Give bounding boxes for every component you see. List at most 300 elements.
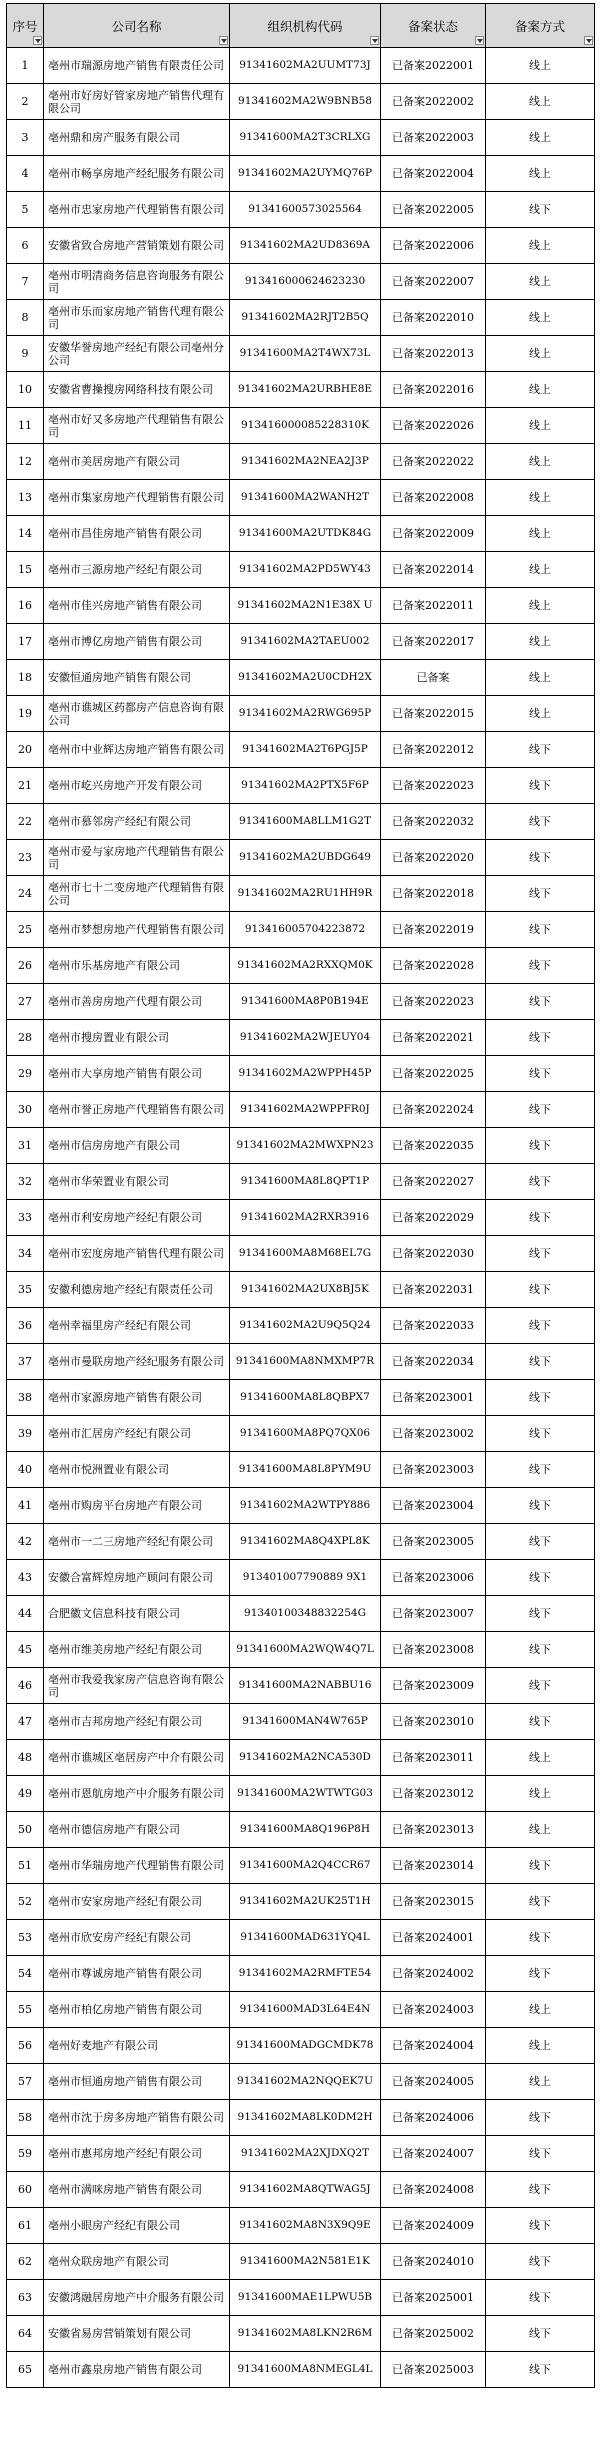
company-name: 亳州市惠邦房地产经纪有限公司 (44, 2136, 230, 2172)
org-code: 91341600MA8L8QBPX7 (230, 1380, 381, 1416)
row-index: 22 (7, 804, 44, 840)
header-row (7, 4, 595, 48)
filing-status: 已备案 (381, 660, 486, 696)
table-body (7, 48, 595, 2388)
table-row (7, 1992, 595, 2028)
table-row (7, 984, 595, 1020)
filing-status: 已备案2024002 (381, 1956, 486, 1992)
filing-mode: 线下 (486, 2244, 595, 2280)
filing-mode: 线上 (486, 372, 595, 408)
filter-dropdown-icon[interactable] (219, 36, 228, 45)
filing-mode: 线上 (486, 2028, 595, 2064)
company-name: 亳州市悦洲置业有限公司 (44, 1452, 230, 1488)
filing-status: 已备案2022023 (381, 984, 486, 1020)
table-row (7, 1344, 595, 1380)
filing-mode: 线下 (486, 2136, 595, 2172)
row-index: 65 (7, 2352, 44, 2388)
table-row (7, 2280, 595, 2316)
company-name: 亳州市好又多房地产代理销售有限公司 (44, 408, 230, 444)
org-code: 91341602MA2PTX5F6P (230, 768, 381, 804)
filing-status: 已备案2022002 (381, 84, 486, 120)
filing-status: 已备案2022011 (381, 588, 486, 624)
filing-status: 已备案2023001 (381, 1380, 486, 1416)
table-row (7, 948, 595, 984)
org-code: 91341602MA2RWG695P (230, 696, 381, 732)
company-name: 亳州市博亿房地产销售有限公司 (44, 624, 230, 660)
filing-mode: 线上 (486, 156, 595, 192)
filing-status: 已备案2022023 (381, 768, 486, 804)
org-code: 91341600573025564 (230, 192, 381, 228)
org-code: 91341602MA2NEA2J3P (230, 444, 381, 480)
company-name: 亳州市维美房地产经纪有限公司 (44, 1632, 230, 1668)
table-row (7, 2064, 595, 2100)
table-row (7, 1704, 595, 1740)
row-index: 31 (7, 1128, 44, 1164)
filing-status: 已备案2022017 (381, 624, 486, 660)
org-code: 91341600MA8Q196P8H (230, 1812, 381, 1848)
org-code: 91341602MA8QTWAG5J (230, 2172, 381, 2208)
table-row (7, 336, 595, 372)
company-name: 亳州市三源房地产经纪有限公司 (44, 552, 230, 588)
filing-mode: 线下 (486, 1560, 595, 1596)
org-code: 91341600MAD631YQ4L (230, 1920, 381, 1956)
table-row (7, 696, 595, 732)
org-code: 91341600MA2UTDK84G (230, 516, 381, 552)
company-name: 亳州市华荣置业有限公司 (44, 1164, 230, 1200)
company-name: 亳州市购房平台房地产有限公司 (44, 1488, 230, 1524)
filing-mode: 线下 (486, 2100, 595, 2136)
company-name: 亳州市畅享房地产经纪服务有限公司 (44, 156, 230, 192)
company-name: 亳州市慕邻房产经纪有限公司 (44, 804, 230, 840)
org-code: 913401007790889 9X1 (230, 1560, 381, 1596)
company-name: 安徽鸿融居房地产中介服务有限公司 (44, 2280, 230, 2316)
filing-mode: 线下 (486, 1920, 595, 1956)
filing-status: 已备案2025002 (381, 2316, 486, 2352)
org-code: 91341602MA2W9BNB58 (230, 84, 381, 120)
table-row (7, 840, 595, 876)
filing-mode: 线下 (486, 1452, 595, 1488)
company-name: 亳州市乐而家房地产销售代理有限公司 (44, 300, 230, 336)
filing-status: 已备案2022001 (381, 48, 486, 84)
filing-mode: 线下 (486, 1488, 595, 1524)
row-index: 41 (7, 1488, 44, 1524)
org-code: 91341602MA2UYMQ76P (230, 156, 381, 192)
company-name: 亳州市搜房置业有限公司 (44, 1020, 230, 1056)
org-code: 91341600MA2WTWTG03 (230, 1776, 381, 1812)
row-index: 5 (7, 192, 44, 228)
header-company-name-label: 公司名称 (111, 18, 162, 34)
org-code: 91341600MA8PQ7QX06 (230, 1416, 381, 1452)
company-name: 合肥徽文信息科技有限公司 (44, 1596, 230, 1632)
table-row (7, 624, 595, 660)
row-index: 56 (7, 2028, 44, 2064)
row-index: 53 (7, 1920, 44, 1956)
filing-mode: 线上 (486, 660, 595, 696)
table-row (7, 1668, 595, 1704)
row-index: 39 (7, 1416, 44, 1452)
row-index: 52 (7, 1884, 44, 1920)
filing-status: 已备案2023009 (381, 1668, 486, 1704)
filing-status: 已备案2022009 (381, 516, 486, 552)
row-index: 64 (7, 2316, 44, 2352)
filing-mode: 线下 (486, 1128, 595, 1164)
company-name: 亳州好麦地产有限公司 (44, 2028, 230, 2064)
header-filing-status (381, 4, 486, 48)
org-code: 91341602MA2XJDXQ2T (230, 2136, 381, 2172)
filing-status: 已备案2023013 (381, 1812, 486, 1848)
company-name: 亳州市中业辉达房地产销售有限公司 (44, 732, 230, 768)
table-row (7, 84, 595, 120)
org-code: 91341600MA2T3CRLXG (230, 120, 381, 156)
filing-mode: 线下 (486, 1668, 595, 1704)
org-code: 91341600MA8NMEGL4L (230, 2352, 381, 2388)
filing-mode: 线下 (486, 1308, 595, 1344)
row-index: 42 (7, 1524, 44, 1560)
company-name: 亳州市忠家房地产代理销售有限公司 (44, 192, 230, 228)
table-row (7, 1956, 595, 1992)
filing-status: 已备案2024006 (381, 2100, 486, 2136)
table-row (7, 1308, 595, 1344)
org-code: 91341600MA2WANH2T (230, 480, 381, 516)
filing-mode: 线下 (486, 1092, 595, 1128)
filing-status: 已备案2022032 (381, 804, 486, 840)
org-code: 91341602MA2UK25T1H (230, 1884, 381, 1920)
filing-status: 已备案2022024 (381, 1092, 486, 1128)
row-index: 21 (7, 768, 44, 804)
table-row (7, 2352, 595, 2388)
row-index: 50 (7, 1812, 44, 1848)
org-code: 91341602MA2RU1HH9R (230, 876, 381, 912)
filing-mode: 线下 (486, 732, 595, 768)
filing-mode: 线上 (486, 444, 595, 480)
filing-status: 已备案2024003 (381, 1992, 486, 2028)
filing-mode: 线下 (486, 1596, 595, 1632)
org-code: 91341602MA2NCA530D (230, 1740, 381, 1776)
table-row (7, 1488, 595, 1524)
company-name: 亳州幸福里房产经纪有限公司 (44, 1308, 230, 1344)
filing-mode: 线下 (486, 876, 595, 912)
row-index: 44 (7, 1596, 44, 1632)
company-name: 亳州市爱与家房地产代理销售有限公司 (44, 840, 230, 876)
filing-status: 已备案2024008 (381, 2172, 486, 2208)
org-code: 913416005704223872 (230, 912, 381, 948)
header-index (7, 4, 44, 48)
company-name: 亳州市明清商务信息咨询服务有限公司 (44, 264, 230, 300)
filing-mode: 线上 (486, 84, 595, 120)
table-row (7, 2208, 595, 2244)
table-row (7, 804, 595, 840)
org-code: 91341602MA2N1E38X U (230, 588, 381, 624)
company-name: 亳州市鑫泉房地产销售有限公司 (44, 2352, 230, 2388)
table-row (7, 1560, 595, 1596)
table-row (7, 1092, 595, 1128)
row-index: 47 (7, 1704, 44, 1740)
filing-status: 已备案2022031 (381, 1272, 486, 1308)
org-code: 91341600MA2NABBU16 (230, 1668, 381, 1704)
filing-status: 已备案2022007 (381, 264, 486, 300)
header-filing-status-label: 备案状态 (407, 18, 458, 34)
table-row (7, 552, 595, 588)
company-name: 安徽省曹操搜房网络科技有限公司 (44, 372, 230, 408)
company-name: 亳州市瑞源房地产销售有限责任公司 (44, 48, 230, 84)
filing-mode: 线下 (486, 1056, 595, 1092)
table-row (7, 156, 595, 192)
org-code: 91341602MA8N3X9Q9E (230, 2208, 381, 2244)
filing-mode: 线下 (486, 768, 595, 804)
company-name: 亳州市满咪房地产销售有限公司 (44, 2172, 230, 2208)
table-row (7, 768, 595, 804)
filing-mode: 线上 (486, 336, 595, 372)
table-row (7, 444, 595, 480)
org-code: 913416000085228310K (230, 408, 381, 444)
filing-mode: 线上 (486, 624, 595, 660)
row-index: 48 (7, 1740, 44, 1776)
row-index: 37 (7, 1344, 44, 1380)
row-index: 13 (7, 480, 44, 516)
table-row (7, 1452, 595, 1488)
company-name: 安徽省易房营销策划有限公司 (44, 2316, 230, 2352)
filing-mode: 线上 (486, 696, 595, 732)
table-row (7, 48, 595, 84)
filing-status: 已备案2024009 (381, 2208, 486, 2244)
company-name: 亳州市恒通房地产销售有限公司 (44, 2064, 230, 2100)
filing-mode: 线下 (486, 1236, 595, 1272)
filter-dropdown-icon[interactable] (584, 36, 593, 45)
company-name: 亳州市我爱我家房产信息咨询有限公司 (44, 1668, 230, 1704)
header-index-label: 序号 (12, 18, 38, 34)
row-index: 54 (7, 1956, 44, 1992)
company-name: 安徽恒通房地产销售有限公司 (44, 660, 230, 696)
filter-dropdown-icon[interactable] (370, 36, 379, 45)
filing-mode: 线上 (486, 1740, 595, 1776)
table-row (7, 1812, 595, 1848)
filing-status: 已备案2022022 (381, 444, 486, 480)
org-code: 91341602MA2MWXPN23 (230, 1128, 381, 1164)
filing-mode: 线上 (486, 588, 595, 624)
org-code: 91341602MA8LKN2R6M (230, 2316, 381, 2352)
row-index: 4 (7, 156, 44, 192)
row-index: 38 (7, 1380, 44, 1416)
company-name: 亳州市美居房地产有限公司 (44, 444, 230, 480)
row-index: 43 (7, 1560, 44, 1596)
company-name: 亳州市家源房地产销售有限公司 (44, 1380, 230, 1416)
filing-status: 已备案2022006 (381, 228, 486, 264)
org-code: 913416000624623230 (230, 264, 381, 300)
row-index: 17 (7, 624, 44, 660)
row-index: 15 (7, 552, 44, 588)
filing-mode: 线上 (486, 2064, 595, 2100)
row-index: 12 (7, 444, 44, 480)
filing-status: 已备案2023012 (381, 1776, 486, 1812)
row-index: 46 (7, 1668, 44, 1704)
org-code: 91341600MA8NMXMP7R (230, 1344, 381, 1380)
filing-mode: 线下 (486, 1848, 595, 1884)
row-index: 59 (7, 2136, 44, 2172)
company-name: 亳州市曼联房地产经纪服务有限公司 (44, 1344, 230, 1380)
filing-status: 已备案2022026 (381, 408, 486, 444)
row-index: 35 (7, 1272, 44, 1308)
filing-status: 已备案2024005 (381, 2064, 486, 2100)
company-name: 亳州市汇居房产经纪有限公司 (44, 1416, 230, 1452)
org-code: 91340100348832254G (230, 1596, 381, 1632)
company-name: 亳州市德信房地产有限公司 (44, 1812, 230, 1848)
filing-mode: 线下 (486, 1524, 595, 1560)
filing-mode: 线上 (486, 228, 595, 264)
row-index: 18 (7, 660, 44, 696)
row-index: 26 (7, 948, 44, 984)
company-name: 亳州市梦想房地产代理销售有限公司 (44, 912, 230, 948)
filing-mode: 线下 (486, 2280, 595, 2316)
table-row (7, 1200, 595, 1236)
org-code: 91341602MA2NQQEK7U (230, 2064, 381, 2100)
filing-status: 已备案2022003 (381, 120, 486, 156)
table-row (7, 1128, 595, 1164)
filing-mode: 线下 (486, 2316, 595, 2352)
table-row (7, 1272, 595, 1308)
header-filing-mode-label: 备案方式 (514, 18, 565, 34)
table-row (7, 408, 595, 444)
company-name: 亳州市柏亿房地产销售有限公司 (44, 1992, 230, 2028)
filing-mode: 线下 (486, 1344, 595, 1380)
table-row (7, 912, 595, 948)
org-code: 91341602MA2RJT2B5Q (230, 300, 381, 336)
row-index: 61 (7, 2208, 44, 2244)
table-row (7, 264, 595, 300)
row-index: 25 (7, 912, 44, 948)
table-row (7, 480, 595, 516)
org-code: 91341602MA2WJEUY04 (230, 1020, 381, 1056)
row-index: 11 (7, 408, 44, 444)
row-index: 51 (7, 1848, 44, 1884)
filing-mode: 线下 (486, 1884, 595, 1920)
table-row (7, 2100, 595, 2136)
row-index: 45 (7, 1632, 44, 1668)
row-index: 62 (7, 2244, 44, 2280)
filing-status: 已备案2022027 (381, 1164, 486, 1200)
row-index: 27 (7, 984, 44, 1020)
row-index: 36 (7, 1308, 44, 1344)
filing-status: 已备案2022034 (381, 1344, 486, 1380)
table-row (7, 2172, 595, 2208)
row-index: 24 (7, 876, 44, 912)
filing-status: 已备案2023010 (381, 1704, 486, 1740)
filing-status: 已备案2022005 (381, 192, 486, 228)
filing-mode: 线上 (486, 1776, 595, 1812)
filing-status: 已备案2022004 (381, 156, 486, 192)
org-code: 91341600MA2WQW4Q7L (230, 1632, 381, 1668)
company-name: 安徽华誉房地产经纪有限公司亳州分公司 (44, 336, 230, 372)
table-row (7, 1380, 595, 1416)
filing-mode: 线下 (486, 192, 595, 228)
header-org-code (230, 4, 381, 48)
company-name: 亳州市安家房地产经纪有限公司 (44, 1884, 230, 1920)
table-row (7, 588, 595, 624)
filing-status: 已备案2022018 (381, 876, 486, 912)
row-index: 60 (7, 2172, 44, 2208)
filing-mode: 线上 (486, 48, 595, 84)
row-index: 63 (7, 2280, 44, 2316)
org-code: 91341602MA2RXR3916 (230, 1200, 381, 1236)
row-index: 8 (7, 300, 44, 336)
filing-mode: 线上 (486, 408, 595, 444)
table-row (7, 1596, 595, 1632)
row-index: 3 (7, 120, 44, 156)
filing-mode: 线下 (486, 1416, 595, 1452)
org-code: 91341602MA2RMFTE54 (230, 1956, 381, 1992)
org-code: 91341602MA2UD8369A (230, 228, 381, 264)
org-code: 91341602MA2WPPH45P (230, 1056, 381, 1092)
org-code: 91341600MAN4W765P (230, 1704, 381, 1740)
filing-status: 已备案2022012 (381, 732, 486, 768)
table-row (7, 1020, 595, 1056)
table-row (7, 2316, 595, 2352)
row-index: 28 (7, 1020, 44, 1056)
filing-mode: 线下 (486, 840, 595, 876)
row-index: 6 (7, 228, 44, 264)
company-name: 安徽利德房地产经纪有限责任公司 (44, 1272, 230, 1308)
filing-status: 已备案2022008 (381, 480, 486, 516)
filter-dropdown-icon[interactable] (475, 36, 484, 45)
row-index: 7 (7, 264, 44, 300)
company-name: 亳州市谯城区亳居房产中介有限公司 (44, 1740, 230, 1776)
org-code: 91341602MA2PD5WY43 (230, 552, 381, 588)
company-name: 亳州市屹兴房地产开发有限公司 (44, 768, 230, 804)
row-index: 55 (7, 1992, 44, 2028)
org-code: 91341602MA2U0CDH2X (230, 660, 381, 696)
org-code: 91341600MA2Q4CCR67 (230, 1848, 381, 1884)
table-row (7, 876, 595, 912)
filing-mode: 线下 (486, 2208, 595, 2244)
company-name: 亳州市善房房地产代理有限公司 (44, 984, 230, 1020)
filing-status: 已备案2022010 (381, 300, 486, 336)
filter-dropdown-icon[interactable] (33, 36, 42, 45)
filing-status: 已备案2022019 (381, 912, 486, 948)
company-name: 亳州市恩航房地产中介服务有限公司 (44, 1776, 230, 1812)
filing-status: 已备案2024010 (381, 2244, 486, 2280)
org-code: 91341602MA2UX8BJ5K (230, 1272, 381, 1308)
filing-status: 已备案2024001 (381, 1920, 486, 1956)
filing-status: 已备案2023011 (381, 1740, 486, 1776)
org-code: 91341602MA2TAEU002 (230, 624, 381, 660)
org-code: 91341602MA8LK0DM2H (230, 2100, 381, 2136)
table-row (7, 228, 595, 264)
filing-mode: 线下 (486, 804, 595, 840)
filing-mode: 线下 (486, 2172, 595, 2208)
table-row (7, 192, 595, 228)
org-code: 91341602MA2URBHE8E (230, 372, 381, 408)
table-row (7, 1236, 595, 1272)
company-name: 亳州市集家房地产代理销售有限公司 (44, 480, 230, 516)
filing-mode: 线下 (486, 2352, 595, 2388)
filing-mode: 线上 (486, 1992, 595, 2028)
filing-mode: 线上 (486, 552, 595, 588)
filing-mode: 线下 (486, 912, 595, 948)
filing-status: 已备案2025003 (381, 2352, 486, 2388)
filing-status: 已备案2023008 (381, 1632, 486, 1668)
filing-status: 已备案2022015 (381, 696, 486, 732)
filing-mode: 线下 (486, 1704, 595, 1740)
org-code: 91341602MA2UBDG649 (230, 840, 381, 876)
org-code: 91341600MA8P0B194E (230, 984, 381, 1020)
filing-status: 已备案2025001 (381, 2280, 486, 2316)
table-row (7, 1632, 595, 1668)
org-code: 91341600MAE1LPWU5B (230, 2280, 381, 2316)
company-filing-table (6, 3, 595, 2388)
org-code: 91341600MA8L8PYM9U (230, 1452, 381, 1488)
row-index: 29 (7, 1056, 44, 1092)
row-index: 33 (7, 1200, 44, 1236)
filing-status: 已备案2022016 (381, 372, 486, 408)
